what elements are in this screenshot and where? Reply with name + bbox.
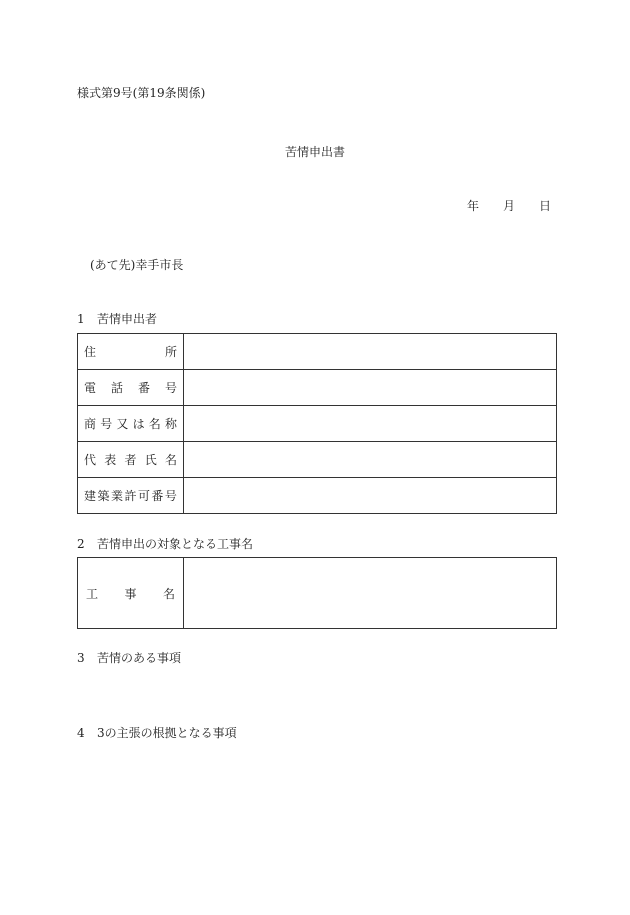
representative-label: [78, 442, 184, 478]
section-number: 3: [77, 651, 85, 665]
label-char: 氏: [144, 453, 157, 467]
table-row: [78, 334, 557, 370]
phone-field[interactable]: [184, 370, 557, 406]
spread-label: [84, 451, 177, 468]
label-char: 番: [137, 381, 150, 395]
label-char: 代: [84, 453, 97, 467]
label-char: 所: [164, 345, 177, 359]
form-number-label: 様式第9号(第19条関係): [77, 86, 206, 100]
section-1-heading: [77, 312, 157, 326]
label-char: 電: [84, 381, 97, 395]
spread-label: [84, 379, 177, 396]
label-char: 工: [86, 586, 99, 601]
construction-table: [77, 557, 557, 629]
label-char: は: [132, 417, 145, 431]
spread-label: [84, 415, 177, 432]
table-row: [78, 558, 557, 629]
label-char: 号: [164, 489, 177, 503]
license-number-label: [78, 478, 184, 514]
label-char: 名: [162, 586, 175, 601]
section-number: 4: [77, 726, 85, 740]
section-title: 苦情申出者: [97, 312, 158, 326]
label-char: 業: [110, 489, 123, 503]
construction-name-label: [78, 558, 184, 629]
company-name-label: [78, 406, 184, 442]
label-char: 表: [104, 453, 117, 467]
addressee: (あて先)幸手市長: [90, 258, 184, 272]
label-char: 番: [151, 489, 164, 503]
table-row: [78, 478, 557, 514]
label-char: 商: [84, 417, 97, 431]
label-char: 号: [100, 417, 113, 431]
label-char: 称: [164, 417, 177, 431]
label-char: 名: [164, 453, 177, 467]
spread-label: [84, 343, 177, 360]
label-char: 許: [124, 489, 137, 503]
table-row: [78, 370, 557, 406]
label-char: 事: [124, 586, 137, 601]
section-number: 2: [77, 537, 85, 551]
address-field[interactable]: [184, 334, 557, 370]
applicant-table: [77, 333, 557, 514]
section-title: 3の主張の根拠となる事項: [97, 726, 237, 740]
label-char: 名: [148, 417, 161, 431]
section-number: 1: [77, 312, 85, 326]
label-char: 建: [84, 489, 97, 503]
label-char: 号: [164, 381, 177, 395]
label-char: 又: [116, 417, 129, 431]
company-name-field[interactable]: [184, 406, 557, 442]
date-day-label: 日: [539, 199, 552, 213]
section-4-heading: [77, 726, 237, 740]
date-year-label: 年: [467, 199, 480, 213]
license-number-field[interactable]: [184, 478, 557, 514]
representative-field[interactable]: [184, 442, 557, 478]
phone-label: [78, 370, 184, 406]
section-title: 苦情のある事項: [97, 651, 182, 665]
label-char: 者: [124, 453, 137, 467]
construction-name-field[interactable]: [184, 558, 557, 629]
label-char: 住: [84, 345, 97, 359]
document-title: 苦情申出書: [284, 145, 345, 159]
section-3-heading: [77, 651, 181, 665]
label-char: 可: [137, 489, 150, 503]
label-char: 話: [110, 381, 123, 395]
label-char: 築: [97, 489, 110, 503]
table-row: [78, 406, 557, 442]
section-2-heading: [77, 537, 253, 551]
spread-label: [84, 585, 177, 602]
date-month-label: 月: [503, 199, 516, 213]
section-title: 苦情申出の対象となる工事名: [97, 537, 254, 551]
table-row: [78, 442, 557, 478]
address-label: [78, 334, 184, 370]
spread-label: [84, 487, 177, 504]
